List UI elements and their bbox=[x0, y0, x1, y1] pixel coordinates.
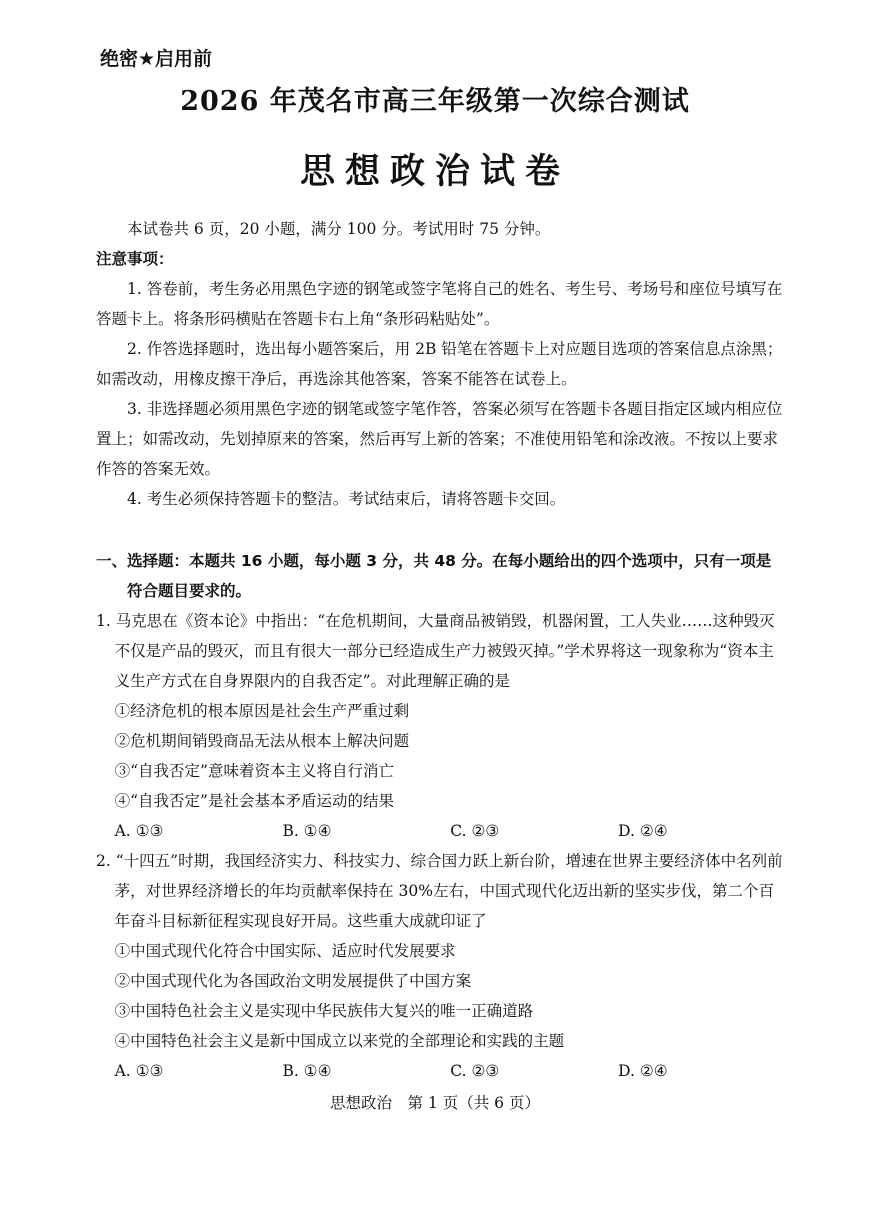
option-b: B. ①④ bbox=[282, 822, 332, 840]
note-item: 2. 作答选择题时，选出每小题答案后，用 2B 铅笔在答题卡上对应题目选项的答案信息点涂黑；如需改动，用橡皮擦干净后，再选涂其他答案，答案不能答在试卷上。 bbox=[96, 340, 783, 388]
option-c: C. ②③ bbox=[450, 822, 500, 840]
statement: ④中国特色社会主义是新中国成立以来党的全部理论和实践的主题 bbox=[114, 1032, 565, 1050]
section-heading: 一、选择题：本题共 16 小题，每小题 3 分，共 48 分。在每小题给出的四个选项中，只有一项是符合题目要求的。 bbox=[96, 552, 772, 600]
page-footer: 思想政治 第 1 页（共 6 页） bbox=[330, 1094, 540, 1112]
notes-title: 注意事项： bbox=[96, 250, 174, 268]
note-item: 1. 答卷前，考生务必用黑色字迹的钢笔或签字笔将自己的姓名、考生号、考场号和座位号填写在答题卡上。将条形码横贴在答题卡右上角“条形码粘贴处”。 bbox=[96, 280, 783, 328]
option-c: C. ②③ bbox=[450, 1062, 500, 1080]
statement: ②中国式现代化为各国政治文明发展提供了中国方案 bbox=[114, 972, 472, 990]
statement: ②危机期间销毁商品无法从根本上解决问题 bbox=[114, 732, 410, 750]
note-item: 3. 非选择题必须用黑色字迹的钢笔或签字笔作答，答案必须写在答题卡各题目指定区域内相应位置上；如需改动，先划掉原来的答案，然后再写上新的答案；不准使用铅笔和涂改液。不按以上要求作答的答案无效。 bbox=[96, 400, 783, 478]
answer-options bbox=[96, 816, 786, 846]
answer-options bbox=[96, 1056, 786, 1086]
option-a: A. ①③ bbox=[114, 822, 164, 840]
exam-title: 2026 年茂名市高三年级第一次综合测试 bbox=[180, 86, 690, 117]
question-stem: 1. 马克思在《资本论》中指出：“在危机期间，大量商品被销毁，机器闲置，工人失业……这种毁灭不仅是产品的毁灭，而且有很大一部分已经造成生产力被毁灭掉。”学术界将这一现象称为“资本主义生产方式在自身界限内的自我否定”。对此理解正确的是 bbox=[96, 612, 775, 690]
note-item: 4. 考生必须保持答题卡的整洁。考试结束后，请将答题卡交回。 bbox=[127, 490, 566, 508]
option-a: A. ①③ bbox=[114, 1062, 164, 1080]
exam-instructions bbox=[96, 214, 786, 514]
option-b: B. ①④ bbox=[282, 1062, 332, 1080]
question-2 bbox=[96, 846, 786, 1086]
secret-label: 绝密★启用前 bbox=[100, 48, 213, 70]
exam-summary: 本试卷共 6 页，20 小题，满分 100 分。考试用时 75 分钟。 bbox=[127, 220, 551, 238]
statement: ①中国式现代化符合中国实际、适应时代发展要求 bbox=[114, 942, 456, 960]
multiple-choice-section bbox=[96, 546, 786, 1086]
subject-title: 思想政治试卷 bbox=[299, 151, 570, 192]
statement: ④“自我否定”是社会基本矛盾运动的结果 bbox=[114, 792, 394, 810]
option-d: D. ②④ bbox=[618, 1062, 668, 1080]
statement: ③“自我否定”意味着资本主义将自行消亡 bbox=[114, 762, 394, 780]
option-d: D. ②④ bbox=[618, 822, 668, 840]
statement: ①经济危机的根本原因是社会生产严重过剩 bbox=[114, 702, 410, 720]
question-stem: 2. “十四五”时期，我国经济实力、科技实力、综合国力跃上新台阶，增速在世界主要经济体中名列前茅，对世界经济增长的年均贡献率保持在 30%左右，中国式现代化迈出新的坚实步伐，第二个百年奋斗目标新征程实现良好开局。这些重大成就印证了 bbox=[96, 852, 783, 930]
question-1 bbox=[96, 606, 786, 846]
statement: ③中国特色社会主义是实现中华民族伟大复兴的唯一正确道路 bbox=[114, 1002, 534, 1020]
